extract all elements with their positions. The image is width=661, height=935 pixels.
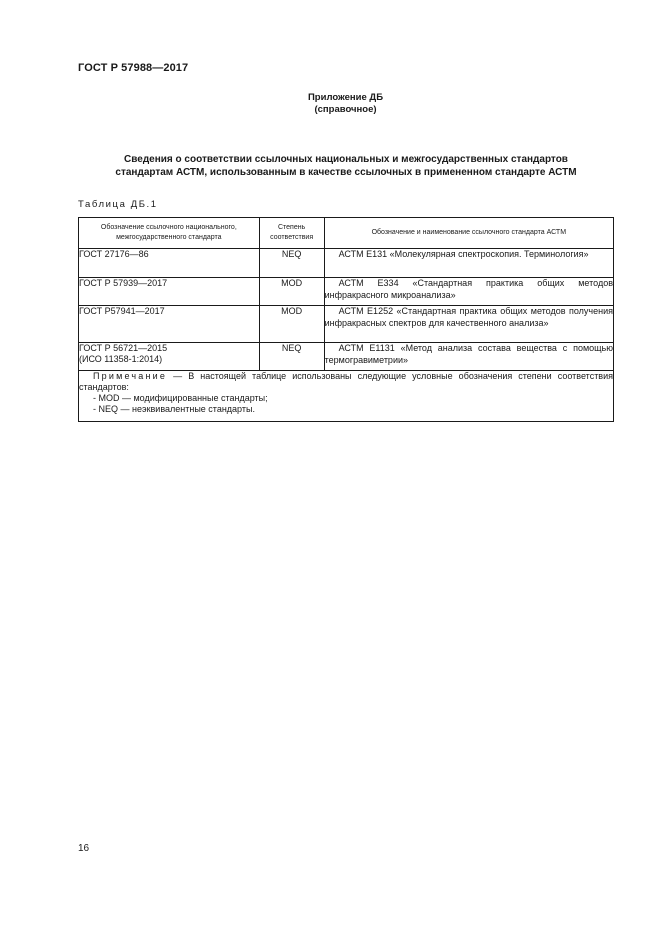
national-standard-code: ГОСТ Р57941—2017 bbox=[79, 306, 165, 316]
national-standard-cell bbox=[79, 278, 260, 306]
note-text: — В настоящей таблице использованы следующие условные обозначения степени соответствия стандартов: bbox=[79, 371, 613, 392]
appendix-title: Приложение ДБ bbox=[307, 92, 384, 103]
astm-standard-cell: АСТМ Е334 «Стандартная практика общих методов инфракрасного микроанализа» bbox=[324, 278, 613, 306]
table-row bbox=[79, 278, 614, 306]
national-standard-cell bbox=[79, 343, 260, 371]
astm-standard-cell: АСТМ Е1252 «Стандартная практика общих методов получения инфракрасных спектров для качественного анализа» bbox=[324, 306, 613, 343]
national-standard-code: ГОСТ 27176—86 bbox=[79, 249, 149, 259]
table-note-row bbox=[79, 371, 614, 422]
section-heading-line-2: стандартам АСТМ, использованным в качестве ссылочных в примененном стандарте АСТМ bbox=[115, 167, 577, 178]
column-header-astm-standard: Обозначение и наименование ссылочного стандарта АСТМ bbox=[324, 218, 613, 249]
appendix-subtitle: (справочное) bbox=[314, 104, 377, 115]
table-header-row bbox=[79, 218, 614, 249]
appendix-block bbox=[0, 92, 661, 116]
note-paragraph bbox=[79, 371, 613, 393]
degree-cell: NEQ bbox=[259, 249, 324, 278]
page-number: 16 bbox=[78, 843, 90, 854]
degree-cell: NEQ bbox=[259, 343, 324, 371]
column-header-degree-line-1: Степень bbox=[277, 224, 306, 231]
section-heading bbox=[78, 153, 614, 179]
national-standard-iso-equivalent: (ИСО 11358-1:2014) bbox=[79, 354, 163, 364]
astm-standard-cell: АСТМ Е131 «Молекулярная спектроскопия. Терминология» bbox=[324, 249, 613, 278]
column-header-degree-line-2: соответствия bbox=[270, 234, 314, 241]
column-header-national-standard bbox=[79, 218, 260, 249]
column-header-national-line-1: Обозначение ссылочного национального, bbox=[100, 224, 237, 231]
degree-cell: MOD bbox=[259, 278, 324, 306]
table-row bbox=[79, 343, 614, 371]
note-item-mod: - MOD — модифицированные стандарты; bbox=[93, 393, 268, 403]
document-standard-id: ГОСТ Р 57988—2017 bbox=[78, 62, 189, 74]
section-heading-line-1: Сведения о соответствии ссылочных национальных и межгосударственных стандартов bbox=[124, 154, 568, 165]
table-caption: Таблица ДБ.1 bbox=[78, 199, 158, 210]
table-row bbox=[79, 249, 614, 278]
column-header-degree bbox=[259, 218, 324, 249]
table-row bbox=[79, 306, 614, 343]
national-standard-code: ГОСТ Р 57939—2017 bbox=[79, 278, 168, 288]
table-note bbox=[79, 371, 614, 422]
note-label: Примечание bbox=[93, 371, 168, 381]
national-standard-cell bbox=[79, 306, 260, 343]
degree-cell: MOD bbox=[259, 306, 324, 343]
correspondence-table bbox=[78, 217, 614, 422]
astm-standard-cell: АСТМ Е1131 «Метод анализа состава вещества с помощью термогравиметрии» bbox=[324, 343, 613, 371]
column-header-national-line-2: межгосударственного стандарта bbox=[116, 234, 222, 241]
national-standard-cell bbox=[79, 249, 260, 278]
national-standard-code: ГОСТ Р 56721—2015 bbox=[79, 343, 168, 353]
note-item-neq: - NEQ — неэквивалентные стандарты. bbox=[93, 404, 255, 414]
